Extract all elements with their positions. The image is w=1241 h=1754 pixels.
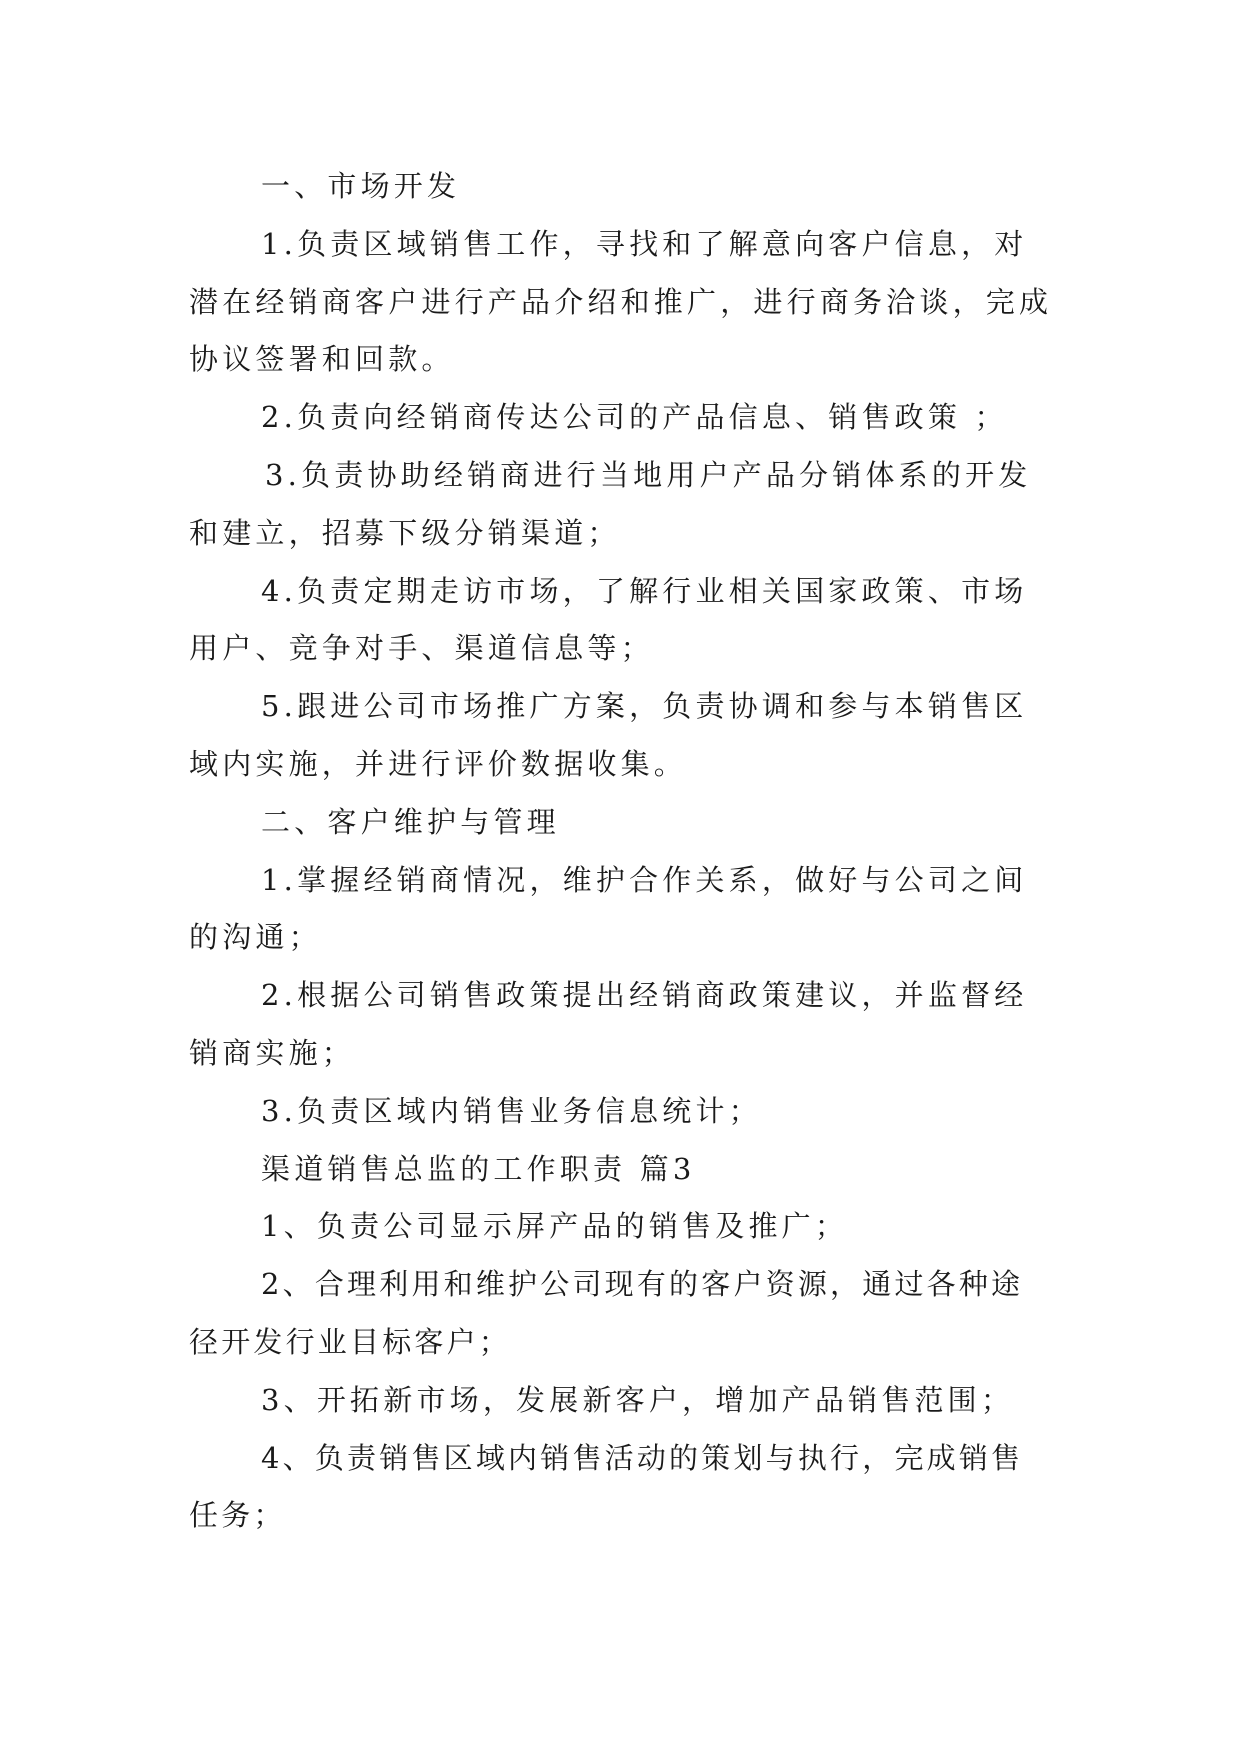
paragraph: 5.跟进公司市场推广方案，负责协调和参与本销售区域内实施，并进行评价数据收集。 bbox=[189, 689, 1028, 781]
paragraph: 3.负责区域内销售业务信息统计； bbox=[261, 1093, 762, 1128]
paragraph: 2.负责向经销商传达公司的产品信息、销售政策 ； bbox=[261, 400, 1008, 435]
paragraph: 2、合理利用和维护公司现有的客户资源，通过各种途径开发行业目标客户； bbox=[189, 1267, 1024, 1359]
paragraph: 4.负责定期走访市场，了解行业相关国家政策、市场用户、竞争对手、渠道信息等； bbox=[189, 573, 1028, 666]
paragraph: 1.掌握经销商情况，维护合作关系，做好与公司之间的沟通； bbox=[189, 862, 1028, 955]
paragraph: 1、负责公司显示屏产品的销售及推广； bbox=[261, 1209, 849, 1244]
paragraph: 3、开拓新市场，发展新客户，增加产品销售范围； bbox=[261, 1382, 1015, 1417]
section-heading-customer-maintenance: 二、客户维护与管理 bbox=[261, 804, 560, 839]
document-body bbox=[189, 158, 1053, 1545]
paragraph: 1.负责区域销售工作，寻找和了解意向客户信息，对潜在经销商客户进行产品介绍和推广，进行商务洽谈，完成协议签署和回款。 bbox=[189, 226, 1053, 377]
article-title: 渠道销售总监的工作职责 篇3 bbox=[261, 1151, 696, 1186]
paragraph: 4、负责销售区域内销售活动的策划与执行，完成销售任务； bbox=[189, 1440, 1024, 1533]
section-heading-market-development: 一、市场开发 bbox=[261, 169, 461, 203]
paragraph: 2.根据公司销售政策提出经销商政策建议，并监督经销商实施； bbox=[189, 978, 1028, 1070]
paragraph: 3.负责协助经销商进行当地用户产品分销体系的开发和建立，招募下级分销渠道； bbox=[189, 457, 1032, 550]
